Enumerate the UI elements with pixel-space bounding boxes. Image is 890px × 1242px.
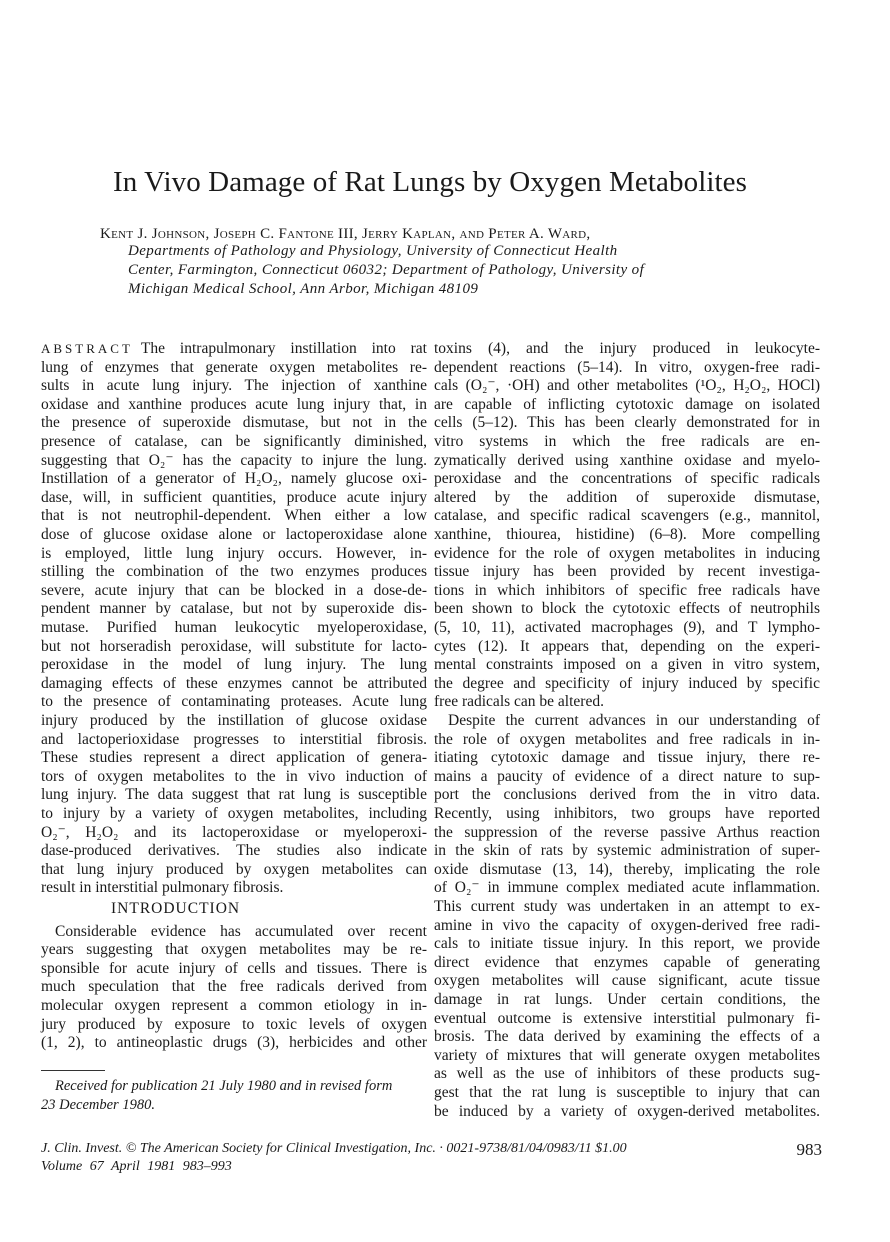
right-column [434, 340, 820, 1120]
body-line: This current study was undertaken in an attempt to ex- [434, 898, 820, 915]
body-line: amine in vivo the capacity of oxygen-derived free radi- [434, 916, 820, 934]
abstract-line: stilling the combination of the two enzymes produces [41, 563, 427, 581]
body-line: be induced by a variety of oxygen-derived metabolites. [434, 1102, 820, 1120]
abstract-line: severe, acute injury that can be blocked in a dose-de- [41, 581, 427, 599]
volume-info: Volume 67 April 1981 983–993 [41, 1159, 232, 1174]
body-line: Recently, using inhibitors, two groups have reported [434, 805, 820, 822]
abstract-line: and lactoperioxidase progresses to interstitial fibrosis. [41, 730, 427, 748]
affiliation-line: Center, Farmington, Connecticut 06032; Department of Pathology, University of [128, 262, 645, 278]
abstract-line: the presence of superoxide dismutase, but not in the [41, 414, 427, 432]
body-line: mains a paucity of evidence of a direct nature to sup- [434, 767, 820, 785]
body-line: itiating cytotoxic damage and tissue injury, there re- [434, 749, 820, 767]
abstract-line: sults in acute lung injury. The injection of xanthine [41, 377, 427, 395]
body-line: zymatically derived using xanthine oxidase and myelo- [434, 451, 820, 469]
body-line: oxygen metabolites will cause significant, acute tissue [434, 972, 820, 990]
body-line: port the conclusions derived from the in vitro data. [434, 786, 820, 804]
body-line: in the skin of rats by systemic administration of super- [434, 842, 820, 860]
abstract-line: but not horseradish peroxidase, will substitute for lacto- [41, 637, 427, 655]
body-line: evidence for the role of oxygen metabolites in inducing [434, 544, 820, 562]
page-number: 983 [796, 1140, 822, 1159]
footnote-divider [41, 1070, 105, 1071]
abstract-line: pendent manner by catalase, but not by superoxide dis- [41, 600, 427, 618]
body-line: mental constraints imposed on a given in vitro system, [434, 656, 820, 674]
abstract-line: damaging effects of these enzymes cannot be attributed [41, 674, 427, 692]
body-line: much speculation that the free radicals derived from [41, 978, 427, 996]
section-heading-introduction: INTRODUCTION [111, 900, 241, 917]
body-line: the degree and specificity of injury induced by specific [434, 674, 820, 692]
abstract-line: lung injury. The data suggest that rat lung is susceptible [41, 786, 427, 804]
body-line: molecular oxygen represent a common etiology in in- [41, 997, 427, 1014]
body-line: cells (5–12). This has been clearly demonstrated for in [434, 414, 820, 432]
body-line: altered by the addition of superoxide dismutase, [434, 488, 820, 506]
body-line: free radicals can be altered. [434, 693, 604, 711]
body-line: variety of mixtures that will generate oxygen metabolites [434, 1046, 820, 1064]
abstract-line [41, 340, 427, 358]
body-line: the role of oxygen metabolites and free radicals in in- [434, 730, 820, 748]
abstract-line: lung of enzymes that generate oxygen metabolites re- [41, 358, 427, 376]
abstract-line: dase, will, in sufficient quantities, produce acute injury [41, 488, 427, 506]
body-line: gest that the rat lung is susceptible to injury that can [434, 1084, 820, 1101]
abstract-line: dose of glucose oxidase alone or lactoperoxidase alone [41, 526, 427, 543]
abstract-line: oxidase and xanthine produces acute lung injury that, in [41, 395, 427, 413]
abstract-line: that lung injury produced by oxygen metabolites can [41, 860, 427, 878]
body-line: toxins (4), and the injury produced in leukocyte- [434, 340, 820, 357]
abstract-line: O₂⁻, H₂O₂ and its lactoperoxidase or myeloperoxi- [41, 823, 427, 841]
body-line: tions in which inhibitors of specific free radicals have [434, 581, 820, 599]
abstract-line: dase-produced derivatives. The studies also indicate [41, 842, 427, 860]
body-line: cals to initiate tissue injury. In this report, we provide [434, 935, 820, 953]
body-line: direct evidence that enzymes capable of generating [434, 953, 820, 971]
abstract-line: to injury by a variety of oxygen metabolites, including [41, 805, 427, 822]
abstract-line: peroxidase in the model of lung injury. The lung [41, 656, 427, 674]
abstract-line: mutase. Purified human leukocytic myeloperoxidase, [41, 619, 427, 636]
body-line: cytes (12). It appears that, depending on the experi- [434, 637, 820, 655]
body-line: been shown to block the cytotoxic effects of neutrophils [434, 600, 820, 618]
footnote-received: Received for publication 21 July 1980 and in revised form [55, 1078, 393, 1094]
body-line: tissue injury has been provided by recent investiga- [434, 563, 820, 581]
author-list: Kent J. Johnson, Joseph C. Fantone III, Jerry Kaplan, and Peter A. Ward, [100, 226, 591, 242]
body-line: xanthine, thiourea, histidine) (6–8). More compelling [434, 526, 820, 543]
left-column [41, 340, 427, 1060]
abstract-line: to the presence of contaminating proteases. Acute lung [41, 693, 427, 711]
abstract-line: that is not neutrophil-dependent. When either a low [41, 507, 427, 525]
body-line: Considerable evidence has accumulated over recent [55, 922, 427, 940]
body-line: years suggesting that oxygen metabolites may be re- [41, 941, 427, 959]
abstract-label: ABSTRACT [41, 341, 133, 356]
body-line: dependent reactions (5–14). In vitro, oxygen-free radi- [434, 358, 820, 376]
abstract-line: tors of oxygen metabolites to the in vivo induction of [41, 767, 427, 785]
body-line: brosis. The data derived by examining the effects of a [434, 1028, 820, 1046]
body-line: vitro systems in which the free radicals are en- [434, 433, 820, 450]
footnote-received-cont: 23 December 1980. [41, 1097, 155, 1113]
abstract-line: These studies represent a direct application of genera- [41, 749, 427, 767]
body-line: oxide dismutase (13, 14), thereby, implicating the role [434, 860, 820, 878]
body-line: sponsible for acute injury of cells and tissues. There is [41, 959, 427, 977]
body-line: as well as the use of inhibitors of these products sug- [434, 1065, 820, 1083]
body-line: catalase, and specific radical scavengers (e.g., mannitol, [434, 507, 820, 525]
body-line: (5, 10, 11), activated macrophages (9), and T lympho- [434, 619, 820, 636]
body-line: eventual outcome is extensive interstitial pulmonary fi- [434, 1009, 820, 1027]
abstract-line: injury produced by the instillation of glucose oxidase [41, 712, 427, 729]
body-line: (1, 2), to antineoplastic drugs (3), herbicides and other [41, 1034, 427, 1052]
body-line: cals (O₂⁻, ·OH) and other metabolites (¹O₂, H₂O₂, HOCl) [434, 377, 820, 395]
affiliation-line: Michigan Medical School, Ann Arbor, Michigan 48109 [128, 281, 479, 297]
body-line: the suppression of the reverse passive Arthus reaction [434, 823, 820, 841]
abstract-line: suggesting that O₂⁻ has the capacity to injure the lung. [41, 451, 427, 469]
abstract-line: result in interstitial pulmonary fibrosis. [41, 879, 284, 897]
body-line: peroxidase and the concentrations of specific radicals [434, 470, 820, 488]
abstract-text: The intrapulmonary instillation into rat [140, 340, 427, 357]
body-line: of O₂⁻ in immune complex mediated acute inflammation. [434, 879, 820, 897]
abstract-line: presence of catalase, can be significantly diminished, [41, 433, 427, 450]
abstract-line: is employed, little lung injury occurs. However, in- [41, 544, 427, 562]
body-line: damage in rat lungs. Under certain conditions, the [434, 991, 820, 1008]
abstract-line: Instillation of a generator of H₂O₂, namely glucose oxi- [41, 470, 427, 488]
body-line: Despite the current advances in our understanding of [448, 712, 820, 729]
body-line: are capable of inflicting cytotoxic damage on isolated [434, 395, 820, 413]
body-line: jury produced by exposure to toxic levels of oxygen [41, 1015, 427, 1033]
affiliation-line: Departments of Pathology and Physiology, University of Connecticut Health [128, 243, 618, 259]
journal-citation: J. Clin. Invest. © The American Society for Clinical Investigation, Inc. · 0021-9738/81/04/0983/11 $1.00 [41, 1141, 627, 1156]
paper-title: In Vivo Damage of Rat Lungs by Oxygen Metabolites [112, 166, 748, 198]
